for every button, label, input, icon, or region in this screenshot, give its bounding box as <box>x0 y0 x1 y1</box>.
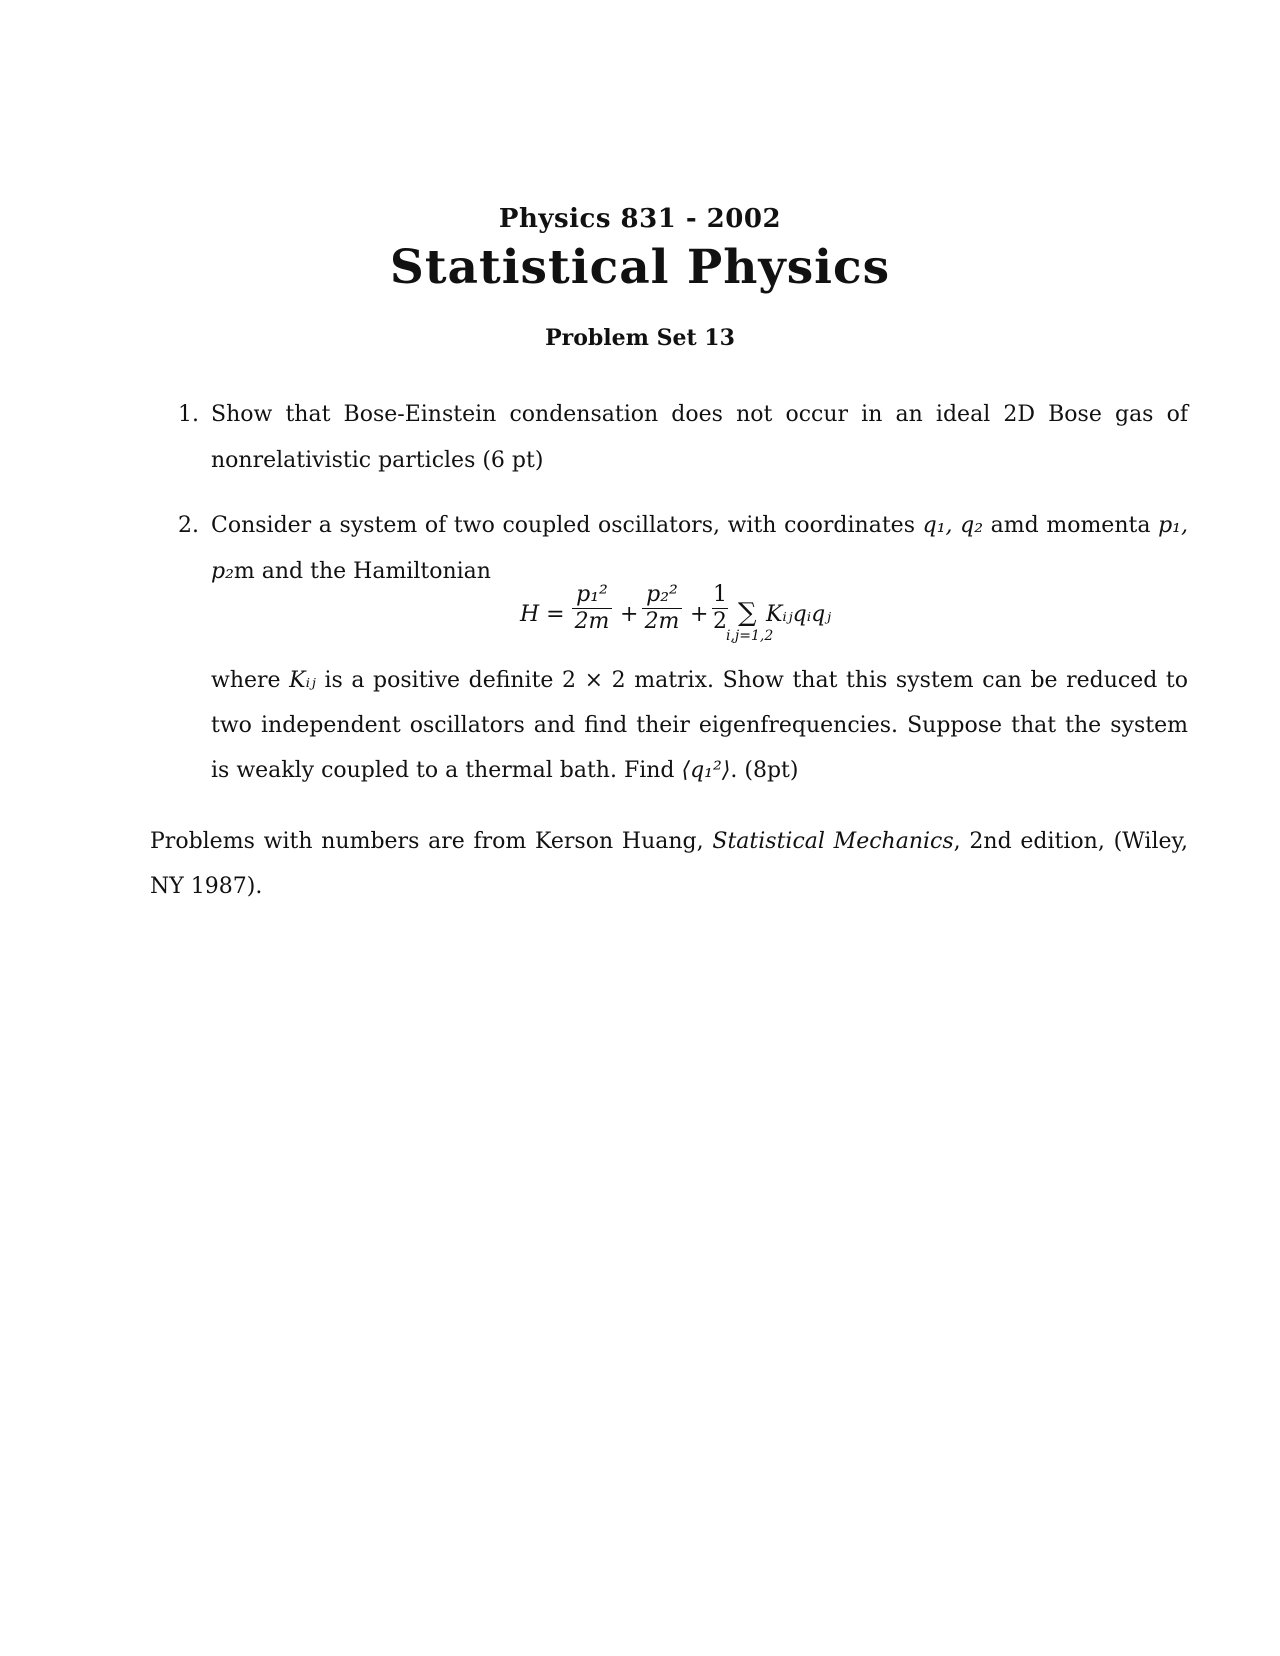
expectation-value: ⟨q₁²⟩ <box>681 758 731 783</box>
fraction-numerator: 1 <box>713 582 727 607</box>
points-label: . (8pt) <box>730 758 799 783</box>
course-heading: Physics 831 - 2002 <box>498 204 782 234</box>
hamiltonian-equation <box>520 582 940 652</box>
summation-term: Kᵢⱼqᵢqⱼ <box>766 602 832 627</box>
problem-text: Show that Bose-Einstein condensation does not occur in an ideal 2D Bose gas of nonrelativistic particles (6 pt) <box>211 402 1188 473</box>
fraction-numerator: p₂² <box>646 582 678 607</box>
problem-2-continuation <box>211 658 1188 793</box>
problem-intro: amd momenta <box>990 513 1151 538</box>
problem-set-label: Problem Set 13 <box>545 325 735 351</box>
book-title: Statistical Mechanics <box>712 829 954 854</box>
problem-intro: m and the Hamiltonian <box>233 559 491 584</box>
summation-index: i,j=1,2 <box>726 628 774 644</box>
plus-sign: + <box>690 602 709 627</box>
problem-text: is a positive definite 2 × 2 matrix. Show that this system can be reduced to two independent oscillators and find their eigenfrequencies. Suppose that the system is weakly coupled to a thermal bath. Find <box>211 668 1189 783</box>
momenta: p₁, p₂ <box>211 513 1188 584</box>
source-note <box>150 819 1188 909</box>
note-text: Problems with numbers are from Kerson Huang, <box>150 829 704 854</box>
matrix-symbol: Kᵢⱼ <box>289 668 316 693</box>
problem-text: where <box>211 668 281 693</box>
page-title: Statistical Physics <box>389 240 891 295</box>
fraction-p1 <box>572 582 612 635</box>
note-text: , 2nd edition, (Wiley, NY 1987). <box>150 829 1188 899</box>
equation-lhs: H = <box>520 602 565 627</box>
coordinates: q₁, q₂ <box>922 513 984 538</box>
fraction-denominator: 2m <box>644 609 680 634</box>
problem-intro: Consider a system of two coupled oscillators, with coordinates <box>211 513 915 538</box>
fraction-p2 <box>642 582 682 635</box>
problem-number: 2. <box>178 513 199 538</box>
fraction-denominator: 2m <box>574 609 610 634</box>
fraction-numerator: p₁² <box>576 582 608 607</box>
problem-1 <box>178 392 1188 484</box>
summation-symbol: ∑ <box>738 598 757 628</box>
problem-number: 1. <box>178 402 199 427</box>
plus-sign: + <box>620 602 639 627</box>
fraction-denominator: 2 <box>713 609 727 634</box>
